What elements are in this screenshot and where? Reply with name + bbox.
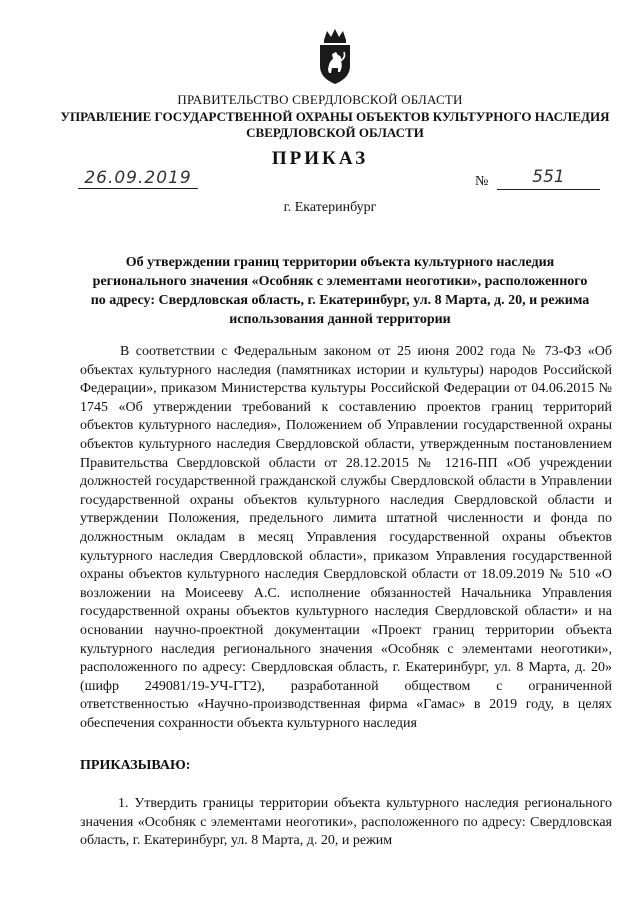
order-number: 551 <box>497 167 600 190</box>
preamble-paragraph: В соответствии с Федеральным законом от 25 июня 2002 года № 73-ФЗ «Об объектах культурного наследия (памятниках истории и культуры) народов Российской Федерации», приказом Министерства культуры Российской Федерации от 04.06.2015 № 1745 «Об утверждении требований к составлению проектов границ территорий объектов культурного наследия», Положением об Управлении государственной охраны объектов культурного наследия Свердловской области, утвержденным постановлением Правительства Свердловской области от 28.12.2015 № 1216-ПП «Об учреждении должностей государственной гражданской службы Свердловской области в Управлении государственной охраны объектов культурного наследия Свердловской области и утверждении Положения, предельного лимита штатной численности и фонда по должностным окладам в месяц Управления государственной охраны объектов культурного наследия Свердловской области», приказом Управления государственной охраны объектов культурного наследия Свердловской области от 18.09.2019 № 510 «О возложении на Моисееву А.С. исполнение обязанностей Начальника Управления государственной охраны объектов культурного наследия Свердловской области» и на основании научно-проектной документации «Проект границ территории объекта культурного наследия регионального значения «Особняк с элементами неоготики», расположенного по адресу: Свердловская область, г. Екатеринбург, ул. 8 Марта, д. 20» (шифр 249081/19-УЧ-ГТ2), разработанной обществом с ограниченной ответственностью «Научно-производственная фирма «Гамас» в 2019 году, в целях обеспечения сохранности объекта культурного наследия <box>80 344 612 731</box>
document-title: Об утверждении границ территории объекта культурного наследия регионального значения «Особняк с элементами неоготики», расположенного по адресу: Свердловская область, г. Екатеринбург, ул. 8 Марта, д. 20, и режима использования данной территории <box>90 255 590 327</box>
order-heading: ПРИКАЗЫВАЮ: <box>80 758 191 773</box>
government-name: ПРАВИТЕЛЬСТВО СВЕРДЛОВСКОЙ ОБЛАСТИ <box>177 92 463 107</box>
document-type: ПРИКАЗ <box>271 148 369 169</box>
sverdlovsk-coat-of-arms-icon <box>316 28 354 86</box>
order-date: 26.09.2019 <box>78 168 198 189</box>
order-item: 1. Утвердить границы территории объекта культурного наследия регионального значения «Особняк с элементами неоготики», расположенного по адресу: Свердловская область, г. Екатеринбург, ул. 8 Марта, д. 20, и режим <box>80 796 612 849</box>
number-sign: № <box>475 174 489 189</box>
city: г. Екатеринбург <box>283 200 377 215</box>
department-name: УПРАВЛЕНИЕ ГОСУДАРСТВЕННОЙ ОХРАНЫ ОБЪЕКТОВ КУЛЬТУРНОГО НАСЛЕДИЯ СВЕРДЛОВСКОЙ ОБЛАСТИ <box>60 109 610 140</box>
